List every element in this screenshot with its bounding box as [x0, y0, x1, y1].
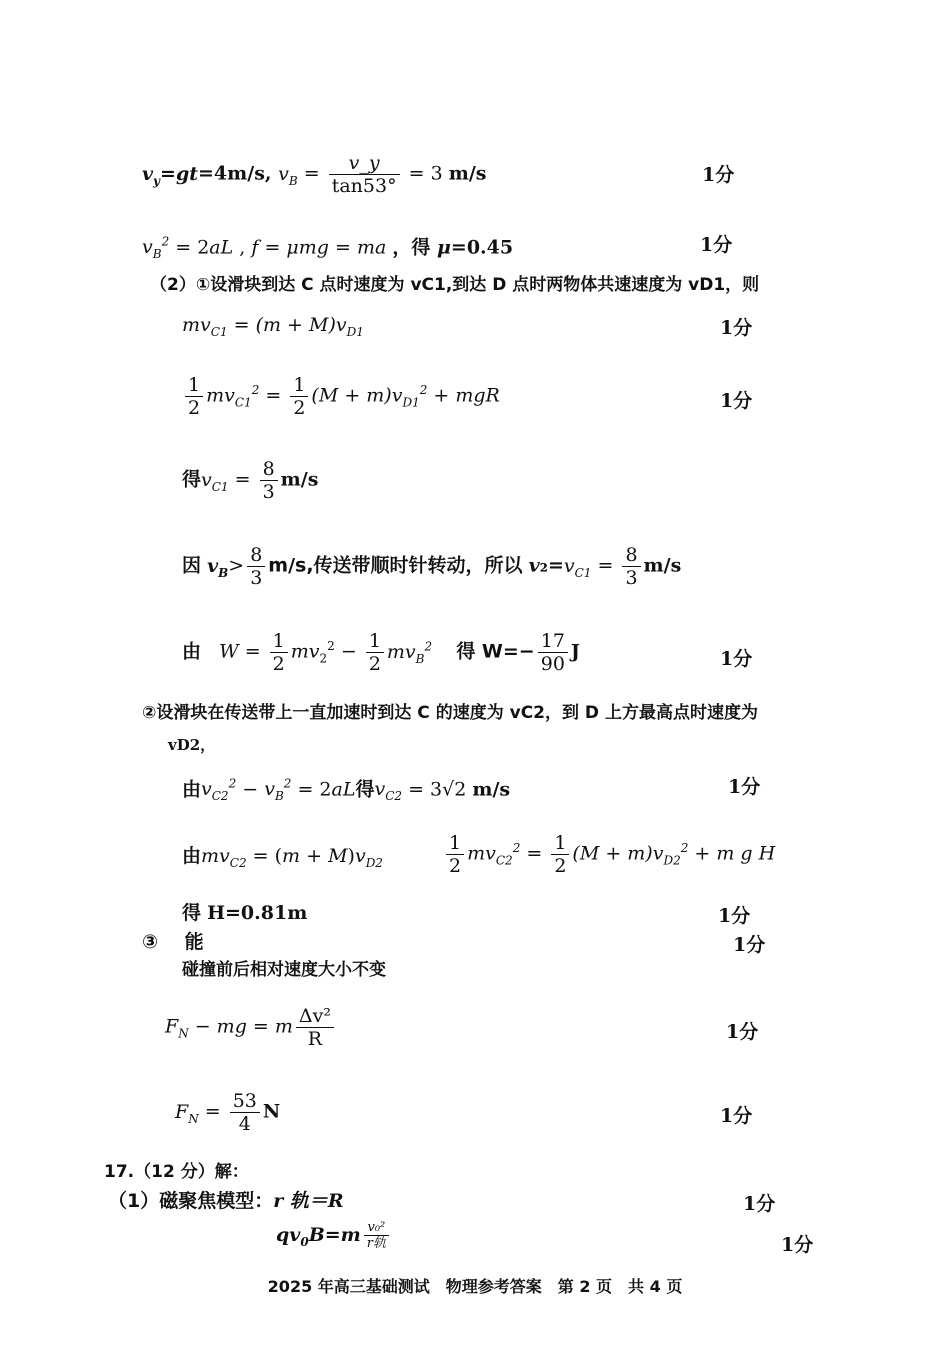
page-footer: 2025 年高三基础测试 物理参考答案 第 2 页 共 4 页	[267, 1277, 683, 1296]
score-9: 1分	[726, 1021, 759, 1043]
part-2-sub2: ②设滑块在传送带上一直加速时到达 C 的速度为 vC2，到 D 上方最高点时速度为	[142, 703, 758, 723]
part-3-label: ③ 能	[142, 931, 204, 953]
eq-normal-force: $F_N$ − mg = m $\frac{\text{Δv²}}{R}$	[165, 1005, 337, 1050]
score-11: 1分	[743, 1193, 776, 1215]
eq-momentum-1: $mv_{C1} = (m + M)v_{D1}$	[182, 314, 364, 339]
score-10: 1分	[720, 1105, 753, 1127]
part-2-sub2-cont: vD2，	[168, 736, 216, 754]
part-3-reason: 碰撞前后相对速度大小不变	[182, 960, 386, 980]
eq-vc2: 由$v_{C2}^2 - v_B^2 = 2aL$得$v_{C2} = 3√2$ m/s	[182, 777, 511, 804]
eq-momentum-2: 由$mv_{C2} = (m + M)v_{D2}$	[182, 845, 383, 870]
eq-energy-1: $\frac{1}{2}$ $mv_{C1}^2$ = $\frac{1}{2}$ $(M + m)v_{D1}^2$ + mgR	[182, 374, 500, 419]
eq-friction: $v_B^2 = 2aL$ , f = μmg = ma ，得 μ=0.45	[142, 235, 514, 262]
score-2: 1分	[700, 234, 733, 256]
score-8: 1分	[733, 934, 766, 956]
part-1-magnetic: （1）磁聚焦模型：r 轨＝R	[108, 1190, 344, 1212]
score-6: 1分	[728, 776, 761, 798]
score-12: 1分	[781, 1234, 814, 1256]
eq-height-result: 得 H=0.81m	[182, 902, 308, 924]
score-7: 1分	[718, 905, 751, 927]
score-5: 1分	[720, 648, 753, 670]
part-2-intro: （2）①设滑块到达 C 点时速度为 vC1,到达 D 点时两物体共速速度为 vD1，则	[150, 275, 760, 295]
eq-vy-vb: $v_y=gt=4m/s$, $v_B$ = $\frac{v\_y}{\tan 53^\circ}$ = 3 m/s	[142, 152, 487, 197]
eq-lorentz: $qv_0B=m$ v₀² r轨	[276, 1220, 392, 1253]
eq-belt-direction: 因 $v_B>$ $\frac{8}{3}$ m/s,传送带顺时针转动，所以 $v_2=v_{C1}$ = $\frac{8}{3}$ m/s	[182, 544, 682, 589]
question-17-heading: 17.（12 分）解：	[104, 1162, 249, 1182]
score-1: 1分	[702, 164, 735, 186]
score-4: 1分	[720, 390, 753, 412]
eq-normal-force-result: $F_N$ = $\frac{53}{4}$ N	[175, 1090, 281, 1135]
score-3: 1分	[720, 317, 753, 339]
eq-energy-2: $\frac{1}{2}$ $mv_{C2}^2$ = $\frac{1}{2}$ $(M + m)v_{D2}^2 + m$ g H	[443, 832, 775, 877]
eq-work: 由 W = $\frac{1}{2}$ $mv_2^2$ − $\frac{1}{2}$ $mv_B^2$ 得 W=− $\frac{17}{90}$ J	[182, 630, 580, 675]
eq-vc1-result: 得$v_{C1}$ = $\frac{8}{3}$ m/s	[182, 458, 319, 503]
fraction-vy-tan: $\frac{v\_y}{\tan 53^\circ}$	[329, 152, 400, 197]
